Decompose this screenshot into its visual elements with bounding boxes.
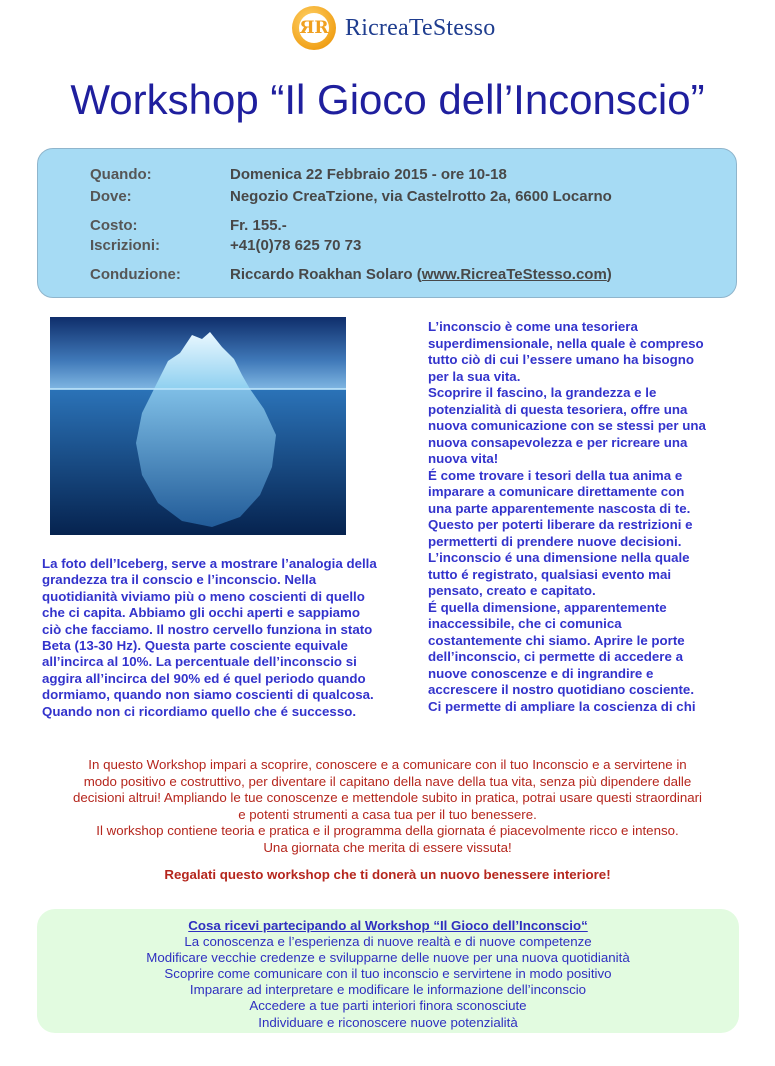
website-link[interactable]: www.RicreaTeStesso.com (421, 266, 607, 283)
text-line: dormiamo, quando non siamo coscienti di qualcosa. (42, 687, 374, 703)
benefit-item: Imparare ad interpretare e modificare le informazione dell’inconscio (189, 982, 587, 998)
text-line: É quella dimensione, apparentemente (428, 599, 667, 615)
inconscio-description (428, 319, 740, 715)
text-line: É come trovare i tesori della tua anima e (428, 467, 683, 483)
text-line: Beta (13-30 Hz). Questa parte cosciente equivale (42, 638, 348, 654)
text-line: Questo per poterti liberare da restrizioni e (428, 517, 693, 532)
call-to-action: Regalati questo workshop che ti donerà un nuovo benessere interiore! (164, 867, 611, 882)
text-line: nuova consapevolezza e per ricreare una (428, 434, 688, 450)
text-line: nuove conoscenze e di ingrandire e (428, 665, 654, 681)
text-line: che ci capita. Abbiamo gli occhi aperti e sappiamo (42, 605, 360, 621)
when-label: Quando: (90, 166, 152, 183)
text-line: dell’inconscio, ci permette di accedere a (428, 649, 683, 664)
lead-close: ) (606, 266, 612, 283)
text-line: quotidianità viviamo più o meno coscienti di quello (42, 588, 365, 604)
text-line: Scoprire il fascino, la grandezza e le (428, 385, 657, 400)
iceberg-image (50, 317, 346, 535)
text-line: Il workshop contiene teoria e pratica e il programma della giornata é piacevolmente ricco e intenso. (96, 823, 679, 839)
cost-value: Fr. 155.- (230, 217, 287, 234)
benefit-item: Scoprire come comunicare con il tuo inconscio e servirtene in modo positivo (164, 966, 612, 982)
text-line: tutto é registrato, qualsiasi evento mai (428, 566, 672, 582)
lead-value (230, 266, 612, 283)
brand-logo-icon: ЯR (292, 6, 336, 50)
workshop-description (40, 757, 735, 857)
benefit-item: Individuare e riconoscere nuove potenzialità (258, 1014, 518, 1030)
signup-label: Iscrizioni: (90, 237, 161, 254)
text-line: costantemente chi siamo. Aprire le porte (428, 632, 685, 648)
brand-name: RicreaTeStesso (345, 14, 496, 41)
text-line: per la sua vita. (428, 368, 521, 384)
text-line: Ci permette di ampliare la coscienza di chi (428, 698, 696, 714)
text-line: L’inconscio è come una tesoriera (428, 319, 638, 334)
text-line: pensato, creato e capitato. (428, 583, 596, 598)
text-line: decisioni altrui! Ampliando le tue conoscenze e mettendole subito in pratica, potrai usare questi straordinari (72, 790, 702, 806)
text-line: accrescere il nostro quotidiano cosciente. (428, 682, 695, 697)
text-line: imparare a comunicare direttamente con (428, 484, 685, 499)
text-line: aggira all’incirca del 90% ed é quel periodo quando (42, 670, 366, 686)
where-label: Dove: (90, 188, 132, 205)
event-info-box (37, 148, 737, 298)
page-title: Workshop “Il Gioco dell’Inconscio” (70, 76, 705, 123)
text-line: superdimensionale, nella quale è compreso (428, 335, 704, 351)
text-line: Quando non ci ricordiamo quello che é successo. (42, 703, 357, 719)
text-line: ciò che facciamo. Il nostro cervello funziona in stato (42, 621, 373, 637)
text-line: grandezza tra il conscio e l’inconscio. Nella (42, 572, 317, 588)
text-line: La foto dell’Iceberg, serve a mostrare l’analogia della (42, 556, 377, 571)
lead-label: Conduzione: (90, 266, 181, 283)
iceberg-explanation (42, 556, 414, 720)
signup-phone: +41(0)78 625 70 73 (230, 237, 362, 254)
benefits-box (37, 909, 739, 1033)
lead-name: Riccardo Roakhan Solaro ( (230, 266, 422, 283)
benefit-item: La conoscenza e l’esperienza di nuove realtà e di nuove competenze (184, 934, 592, 950)
text-line: In questo Workshop impari a scoprire, conoscere e a comunicare con il tuo Inconscio e a servirtene in (88, 757, 687, 772)
cost-label: Costo: (90, 217, 138, 234)
text-line: all’incirca al 10%. La percentuale dell’inconscio si (42, 654, 357, 670)
where-value: Negozio CreaTzione, via Castelrotto 2a, 6600 Locarno (230, 188, 612, 205)
benefit-item: Accedere a tue parti interiori finora sconosciute (249, 998, 527, 1014)
benefit-item: Modificare vecchie credenze e svilupparne delle nuove per una nuova quotidianità (146, 950, 630, 966)
text-line: e potenti strumenti a casa tua per il tuo benessere. (238, 806, 537, 822)
when-value: Domenica 22 Febbraio 2015 - ore 10-18 (230, 166, 507, 183)
text-line: permetterti di prendere nuove decisioni. (428, 533, 682, 549)
text-line: tutto ciò di cui l’essere umano ha bisogno (428, 352, 694, 367)
text-line: potenzialità di questa tesoriera, offre una (428, 401, 688, 417)
text-line: L’inconscio é una dimensione nella quale (428, 550, 690, 565)
text-line: nuova comunicazione con se stessi per una (428, 418, 706, 433)
benefits-heading: Cosa ricevi partecipando al Workshop “Il Gioco dell’Inconscio“ (188, 918, 588, 933)
text-line: modo positivo e costruttivo, per diventare il capitano della nave della tua vita, senza più dipendere dalle (83, 773, 692, 789)
text-line: inaccessibile, che ci comunica (428, 616, 622, 631)
text-line: Una giornata che merita di essere vissuta! (263, 839, 512, 855)
text-line: nuova vita! (428, 451, 499, 466)
text-line: una parte apparentemente nascosta di te. (428, 500, 691, 516)
brand-logo (292, 6, 495, 50)
